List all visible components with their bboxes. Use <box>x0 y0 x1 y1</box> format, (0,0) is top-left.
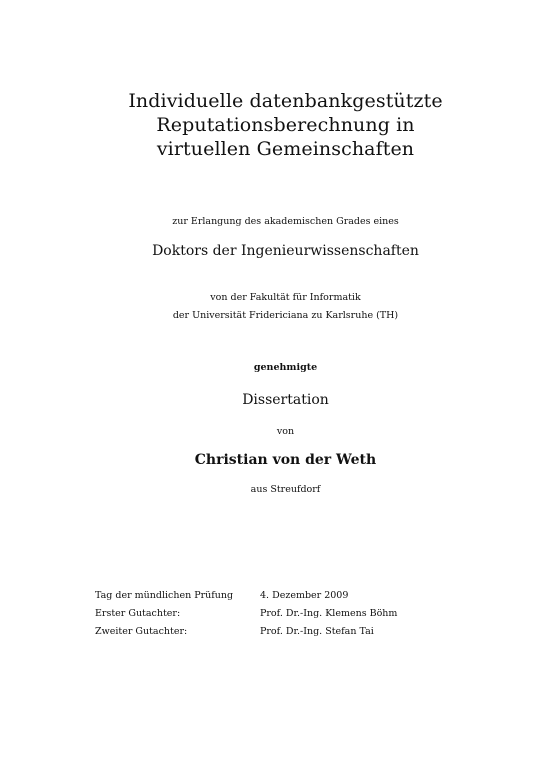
author-origin: aus Streufdorf <box>250 484 321 495</box>
details-row-first-reviewer <box>95 605 397 623</box>
details-value: Prof. Dr.-Ing. Klemens Böhm <box>260 608 398 619</box>
details-label: Zweiter Gutachter: <box>95 626 188 637</box>
details-row-exam-date <box>95 587 397 605</box>
details-value: Prof. Dr.-Ing. Stefan Tai <box>260 626 374 637</box>
degree-name: Doktors der Ingenieurwissenschaften <box>152 243 419 259</box>
details-label: Tag der mündlichen Prüfung <box>95 590 234 601</box>
degree-intro: zur Erlangung des akademischen Grades eines <box>172 216 399 227</box>
thesis-title <box>0 89 543 161</box>
details-row-second-reviewer <box>95 623 397 641</box>
thesis-title-line-1: Individuelle datenbankgestützte <box>128 90 443 112</box>
author-name: Christian von der Weth <box>194 452 377 468</box>
details-value: 4. Dezember 2009 <box>260 590 349 601</box>
approved-label: genehmigte <box>253 362 318 373</box>
thesis-title-line-3: virtuellen Gemeinschaften <box>156 138 415 160</box>
faculty-line-1: von der Fakultät für Informatik <box>210 292 361 303</box>
thesis-title-line-2: Reputationsberechnung in <box>156 114 415 136</box>
document-type: Dissertation <box>242 392 329 408</box>
by-label: von <box>276 426 295 437</box>
examination-details <box>95 587 397 641</box>
details-label: Erster Gutachter: <box>95 608 181 619</box>
faculty-line-2: der Universität Fridericiana zu Karlsruhe (TH) <box>172 310 399 321</box>
